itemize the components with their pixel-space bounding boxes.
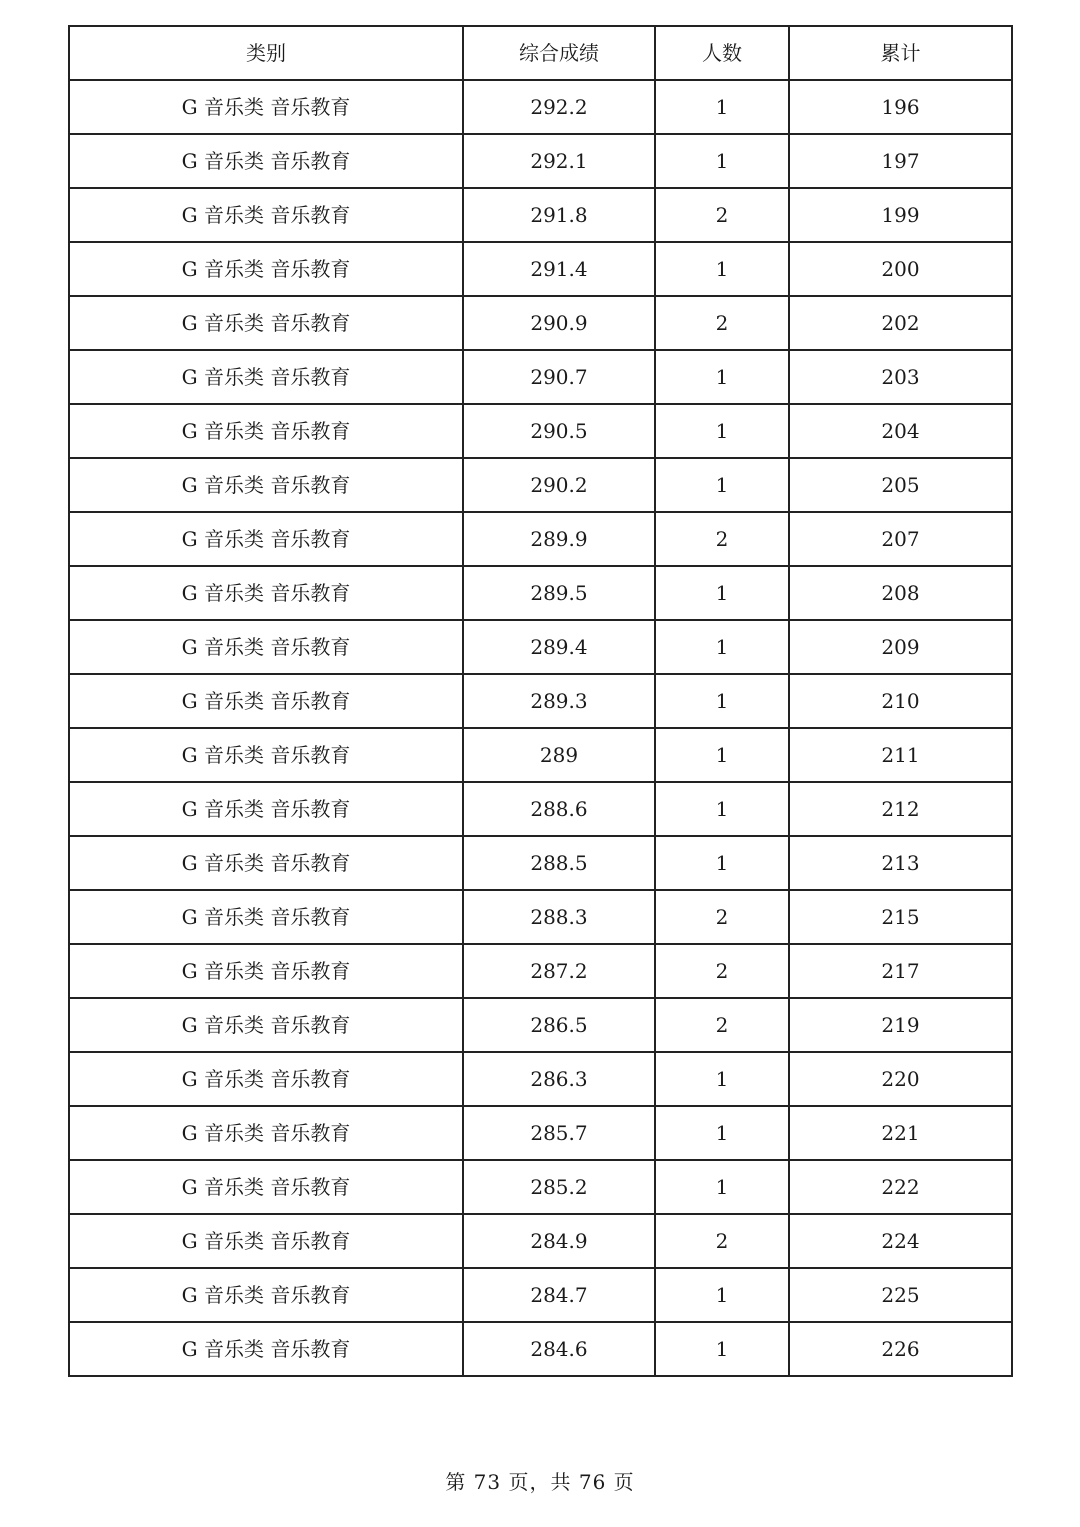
header-category: 类别 — [69, 26, 463, 80]
cell-category: G 音乐类 音乐教育 — [69, 80, 463, 134]
cell-score: 285.7 — [463, 1106, 655, 1160]
cell-count: 1 — [655, 1106, 789, 1160]
cell-count: 1 — [655, 1322, 789, 1376]
cell-score: 289.5 — [463, 566, 655, 620]
table-row — [69, 242, 1012, 296]
cell-cumulative: 213 — [789, 836, 1012, 890]
table-row — [69, 296, 1012, 350]
cell-score: 288.6 — [463, 782, 655, 836]
cell-score: 288.5 — [463, 836, 655, 890]
table-row — [69, 80, 1012, 134]
cell-cumulative: 200 — [789, 242, 1012, 296]
cell-score: 284.7 — [463, 1268, 655, 1322]
cell-count: 2 — [655, 512, 789, 566]
cell-cumulative: 220 — [789, 1052, 1012, 1106]
cell-cumulative: 226 — [789, 1322, 1012, 1376]
cell-cumulative: 224 — [789, 1214, 1012, 1268]
cell-cumulative: 203 — [789, 350, 1012, 404]
cell-count: 2 — [655, 890, 789, 944]
cell-category: G 音乐类 音乐教育 — [69, 1322, 463, 1376]
cell-count: 1 — [655, 782, 789, 836]
cell-count: 2 — [655, 296, 789, 350]
cell-count: 1 — [655, 80, 789, 134]
cell-count: 1 — [655, 404, 789, 458]
table-row — [69, 944, 1012, 998]
cell-score: 290.2 — [463, 458, 655, 512]
cell-cumulative: 217 — [789, 944, 1012, 998]
cell-cumulative: 225 — [789, 1268, 1012, 1322]
cell-score: 289 — [463, 728, 655, 782]
cell-score: 284.9 — [463, 1214, 655, 1268]
cell-category: G 音乐类 音乐教育 — [69, 944, 463, 998]
cell-cumulative: 210 — [789, 674, 1012, 728]
cell-score: 291.4 — [463, 242, 655, 296]
cell-category: G 音乐类 音乐教育 — [69, 512, 463, 566]
table-row — [69, 1268, 1012, 1322]
cell-category: G 音乐类 音乐教育 — [69, 242, 463, 296]
cell-category: G 音乐类 音乐教育 — [69, 1160, 463, 1214]
header-score: 综合成绩 — [463, 26, 655, 80]
score-table — [68, 25, 1013, 1377]
cell-category: G 音乐类 音乐教育 — [69, 1106, 463, 1160]
cell-cumulative: 209 — [789, 620, 1012, 674]
cell-cumulative: 199 — [789, 188, 1012, 242]
table-row — [69, 350, 1012, 404]
cell-score: 289.4 — [463, 620, 655, 674]
cell-category: G 音乐类 音乐教育 — [69, 566, 463, 620]
cell-score: 290.7 — [463, 350, 655, 404]
cell-count: 1 — [655, 1268, 789, 1322]
cell-category: G 音乐类 音乐教育 — [69, 782, 463, 836]
cell-cumulative: 207 — [789, 512, 1012, 566]
cell-score: 291.8 — [463, 188, 655, 242]
table-row — [69, 1160, 1012, 1214]
cell-score: 284.6 — [463, 1322, 655, 1376]
cell-category: G 音乐类 音乐教育 — [69, 1052, 463, 1106]
table-row — [69, 782, 1012, 836]
cell-count: 1 — [655, 728, 789, 782]
cell-count: 1 — [655, 350, 789, 404]
cell-count: 1 — [655, 458, 789, 512]
table-row — [69, 458, 1012, 512]
cell-count: 1 — [655, 674, 789, 728]
table-row — [69, 890, 1012, 944]
cell-cumulative: 221 — [789, 1106, 1012, 1160]
cell-category: G 音乐类 音乐教育 — [69, 404, 463, 458]
cell-category: G 音乐类 音乐教育 — [69, 458, 463, 512]
cell-score: 286.3 — [463, 1052, 655, 1106]
table-row — [69, 512, 1012, 566]
cell-category: G 音乐类 音乐教育 — [69, 134, 463, 188]
cell-score: 285.2 — [463, 1160, 655, 1214]
cell-category: G 音乐类 音乐教育 — [69, 836, 463, 890]
header-count: 人数 — [655, 26, 789, 80]
cell-cumulative: 219 — [789, 998, 1012, 1052]
cell-count: 1 — [655, 1160, 789, 1214]
cell-score: 286.5 — [463, 998, 655, 1052]
cell-score: 287.2 — [463, 944, 655, 998]
cell-category: G 音乐类 音乐教育 — [69, 1214, 463, 1268]
cell-count: 2 — [655, 998, 789, 1052]
cell-cumulative: 212 — [789, 782, 1012, 836]
cell-count: 2 — [655, 1214, 789, 1268]
cell-cumulative: 222 — [789, 1160, 1012, 1214]
cell-cumulative: 205 — [789, 458, 1012, 512]
cell-score: 292.2 — [463, 80, 655, 134]
table-row — [69, 188, 1012, 242]
cell-category: G 音乐类 音乐教育 — [69, 674, 463, 728]
cell-category: G 音乐类 音乐教育 — [69, 890, 463, 944]
table-header-row — [69, 26, 1012, 80]
cell-count: 1 — [655, 620, 789, 674]
cell-count: 1 — [655, 836, 789, 890]
page-number: 第 73 页，共 76 页 — [445, 1470, 635, 1494]
cell-cumulative: 208 — [789, 566, 1012, 620]
cell-cumulative: 197 — [789, 134, 1012, 188]
cell-category: G 音乐类 音乐教育 — [69, 188, 463, 242]
table-row — [69, 998, 1012, 1052]
table-row — [69, 566, 1012, 620]
table-body — [69, 80, 1012, 1376]
cell-score: 290.9 — [463, 296, 655, 350]
table-row — [69, 620, 1012, 674]
cell-cumulative: 215 — [789, 890, 1012, 944]
cell-count: 1 — [655, 242, 789, 296]
cell-score: 288.3 — [463, 890, 655, 944]
table-row — [69, 1322, 1012, 1376]
cell-category: G 音乐类 音乐教育 — [69, 296, 463, 350]
cell-category: G 音乐类 音乐教育 — [69, 998, 463, 1052]
table-row — [69, 728, 1012, 782]
cell-count: 2 — [655, 188, 789, 242]
table-row — [69, 1052, 1012, 1106]
cell-score: 290.5 — [463, 404, 655, 458]
cell-category: G 音乐类 音乐教育 — [69, 350, 463, 404]
cell-score: 292.1 — [463, 134, 655, 188]
table-row — [69, 134, 1012, 188]
header-cumulative: 累计 — [789, 26, 1012, 80]
cell-category: G 音乐类 音乐教育 — [69, 728, 463, 782]
cell-count: 1 — [655, 566, 789, 620]
cell-category: G 音乐类 音乐教育 — [69, 620, 463, 674]
cell-category: G 音乐类 音乐教育 — [69, 1268, 463, 1322]
cell-count: 1 — [655, 1052, 789, 1106]
cell-cumulative: 202 — [789, 296, 1012, 350]
table-row — [69, 1106, 1012, 1160]
table-row — [69, 836, 1012, 890]
cell-count: 1 — [655, 134, 789, 188]
cell-cumulative: 211 — [789, 728, 1012, 782]
table-row — [69, 404, 1012, 458]
cell-score: 289.3 — [463, 674, 655, 728]
cell-cumulative: 196 — [789, 80, 1012, 134]
table-row — [69, 1214, 1012, 1268]
table-row — [69, 674, 1012, 728]
cell-count: 2 — [655, 944, 789, 998]
cell-cumulative: 204 — [789, 404, 1012, 458]
cell-score: 289.9 — [463, 512, 655, 566]
